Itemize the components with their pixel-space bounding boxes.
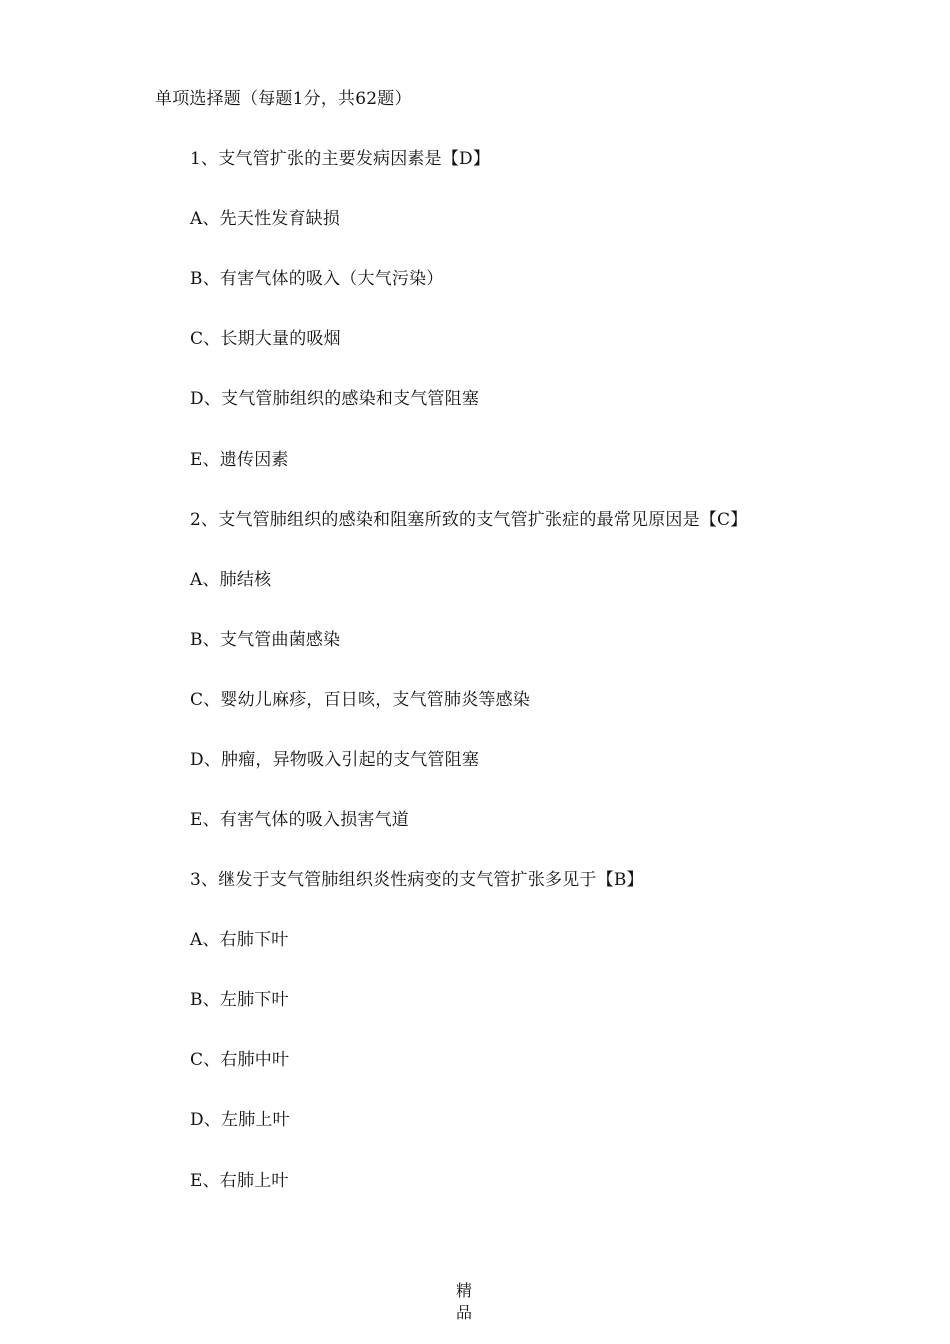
- question-2-stem: 2、支气管肺组织的感染和阻塞所致的支气管扩张症的最常见原因是【C】: [190, 510, 748, 530]
- question-3-option-d: D、左肺上叶: [190, 1110, 290, 1130]
- question-2-option-e: E、有害气体的吸入损害气道: [190, 810, 410, 830]
- question-2-option-c: C、婴幼儿麻疹，百日咳，支气管肺炎等感染: [190, 690, 531, 710]
- question-2-option-a: A、肺结核: [190, 570, 272, 590]
- question-2-option-b: B、支气管曲菌感染: [190, 630, 341, 650]
- question-1-option-c: C、长期大量的吸烟: [190, 329, 341, 349]
- question-1-stem: 1、支气管扩张的主要发病因素是【D】: [190, 149, 491, 169]
- question-3-option-e: E、右肺上叶: [190, 1171, 289, 1191]
- question-3-option-a: A、右肺下叶: [190, 930, 289, 950]
- question-2-option-d: D、肿瘤，异物吸入引起的支气管阻塞: [190, 750, 480, 770]
- question-1-option-e: E、遗传因素: [190, 450, 289, 470]
- question-1-option-d: D、支气管肺组织的感染和支气管阻塞: [190, 389, 480, 409]
- question-1-option-a: A、先天性发育缺损: [190, 209, 341, 229]
- question-3-option-c: C、右肺中叶: [190, 1050, 290, 1070]
- page-footer: 精品: [455, 1281, 472, 1322]
- question-3-stem: 3、继发于支气管肺组织炎性病变的支气管扩张多见于【B】: [190, 870, 644, 890]
- question-1-option-b: B、有害气体的吸入（大气污染）: [190, 269, 444, 289]
- section-title: 单项选择题（每题1分，共62题）: [155, 89, 412, 109]
- question-3-option-b: B、左肺下叶: [190, 990, 289, 1010]
